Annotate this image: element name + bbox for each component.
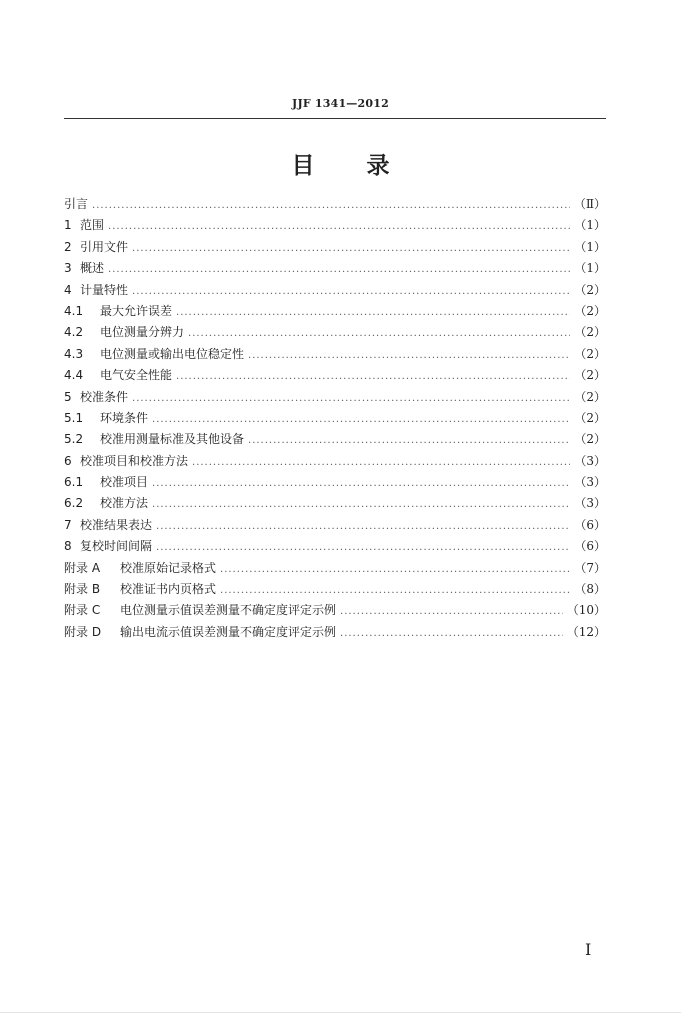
toc-entry[interactable] xyxy=(64,216,606,237)
toc-entry-page: （2） xyxy=(574,325,606,340)
toc-entry[interactable] xyxy=(64,601,606,622)
dot-leader xyxy=(152,478,570,489)
dot-leader xyxy=(248,435,570,446)
toc-entry-number: 8 xyxy=(64,539,72,554)
toc-entry-label: 范围 xyxy=(80,218,105,233)
toc-entry-number: 7 xyxy=(64,517,72,532)
toc-entry-number: 6 xyxy=(64,453,72,468)
dot-leader xyxy=(340,628,563,639)
toc-entry-page: （2） xyxy=(574,368,606,383)
toc-entry-number: 附录 A xyxy=(64,560,101,575)
toc-entry-label: 概述 xyxy=(80,261,105,276)
toc-entry-number: 4.2 xyxy=(64,325,84,340)
toc-entry[interactable] xyxy=(64,473,606,494)
toc-entry[interactable] xyxy=(64,409,606,430)
toc-entry-label: 计量特性 xyxy=(80,282,129,297)
toc-entry[interactable] xyxy=(64,537,606,558)
toc-entry-label: 校准项目和校准方法 xyxy=(80,453,189,468)
toc-entry-label: 电位测量或输出电位稳定性 xyxy=(100,346,245,361)
toc-entry[interactable] xyxy=(64,623,606,644)
toc-entry[interactable] xyxy=(64,430,606,451)
toc-entry-page: （1） xyxy=(574,239,606,254)
toc-entry-label: 最大允许误差 xyxy=(100,303,173,318)
dot-leader xyxy=(132,243,570,254)
toc-entry-page: （3） xyxy=(574,496,606,511)
toc-entry-number: 3 xyxy=(64,261,72,276)
dot-leader xyxy=(156,521,570,532)
toc-entry[interactable] xyxy=(64,559,606,580)
toc-entry-page: （6） xyxy=(574,517,606,532)
toc-entry-number: 4.4 xyxy=(64,368,84,383)
toc-entry[interactable] xyxy=(64,259,606,280)
toc-entry[interactable] xyxy=(64,302,606,323)
toc-entry-page: （3） xyxy=(574,475,606,490)
toc-list xyxy=(64,195,606,644)
toc-entry[interactable] xyxy=(64,516,606,537)
toc-entry-label: 引用文件 xyxy=(80,239,129,254)
dot-leader xyxy=(192,457,570,468)
toc-entry-label: 电位测量示值误差测量不确定度评定示例 xyxy=(120,603,337,618)
toc-entry-number: 1 xyxy=(64,218,72,233)
standard-code: JJF 1341—2012 xyxy=(292,97,389,110)
toc-entry[interactable] xyxy=(64,195,606,216)
toc-entry-number: 5 xyxy=(64,389,72,404)
toc-entry-page: （12） xyxy=(566,624,606,639)
dot-leader xyxy=(132,286,570,297)
toc-entry-page: （Ⅱ） xyxy=(573,197,606,211)
toc-entry-page: （2） xyxy=(574,389,606,404)
toc-entry-number: 5.1 xyxy=(64,410,84,425)
dot-leader xyxy=(152,414,570,425)
toc-entry[interactable] xyxy=(64,580,606,601)
toc-entry-page: （2） xyxy=(574,303,606,318)
toc-entry[interactable] xyxy=(64,323,606,344)
toc-entry-number: 5.2 xyxy=(64,432,84,447)
dot-leader xyxy=(340,606,563,617)
toc-title xyxy=(0,147,681,180)
dot-leader xyxy=(220,564,570,575)
toc-entry-number: 2 xyxy=(64,239,72,254)
toc-entry-label: 校准结果表达 xyxy=(80,517,153,532)
toc-entry-label: 输出电流示值误差测量不确定度评定示例 xyxy=(120,624,337,639)
dot-leader xyxy=(108,264,570,275)
toc-entry[interactable] xyxy=(64,388,606,409)
dot-leader xyxy=(132,393,570,404)
toc-entry[interactable] xyxy=(64,366,606,387)
toc-entry-page: （3） xyxy=(574,453,606,468)
dot-leader xyxy=(176,371,570,382)
toc-entry-page: （7） xyxy=(574,560,606,575)
toc-entry-label: 校准项目 xyxy=(100,475,149,490)
dot-leader xyxy=(176,307,570,318)
toc-entry-page: （2） xyxy=(574,432,606,447)
page-number: I xyxy=(585,940,592,959)
toc-entry-number: 附录 D xyxy=(64,624,102,639)
toc-entry-label: 校准证书内页格式 xyxy=(120,582,217,597)
toc-title-char-2: 录 xyxy=(366,153,390,179)
toc-entry[interactable] xyxy=(64,281,606,302)
toc-entry-page: （2） xyxy=(574,346,606,361)
scan-edge xyxy=(0,1012,681,1013)
toc-entry-label: 环境条件 xyxy=(100,410,149,425)
dot-leader xyxy=(248,350,570,361)
toc-entry[interactable] xyxy=(64,452,606,473)
toc-entry-page: （1） xyxy=(574,218,606,233)
toc-entry-page: （2） xyxy=(574,282,606,297)
header-rule xyxy=(64,118,606,119)
toc-entry-page: （6） xyxy=(574,539,606,554)
toc-entry-label: 电气安全性能 xyxy=(100,368,173,383)
toc-entry-number: 6.1 xyxy=(64,475,84,490)
dot-leader xyxy=(156,542,570,553)
toc-title-char-1: 目 xyxy=(291,153,315,179)
toc-entry-page: （8） xyxy=(574,582,606,597)
toc-entry-number: 4.1 xyxy=(64,303,84,318)
toc-entry[interactable] xyxy=(64,494,606,515)
toc-entry-label: 电位测量分辨力 xyxy=(100,325,185,340)
toc-entry-label: 复校时间间隔 xyxy=(80,539,153,554)
toc-entry-page: （10） xyxy=(566,603,606,618)
toc-entry-page: （1） xyxy=(574,261,606,276)
dot-leader xyxy=(152,499,570,510)
toc-entry-label: 校准方法 xyxy=(100,496,149,511)
toc-entry-number: 4 xyxy=(64,282,72,297)
dot-leader xyxy=(92,200,570,211)
toc-entry-label: 引言 xyxy=(64,197,89,211)
toc-entry-page: （2） xyxy=(574,410,606,425)
toc-entry-label: 校准用测量标准及其他设备 xyxy=(100,432,245,447)
toc-entry-number: 4.3 xyxy=(64,346,84,361)
toc-entry-label: 校准条件 xyxy=(80,389,129,404)
toc-entry-number: 附录 B xyxy=(64,582,101,597)
toc-entry[interactable] xyxy=(64,345,606,366)
toc-entry-number: 6.2 xyxy=(64,496,84,511)
toc-entry-label: 校准原始记录格式 xyxy=(120,560,217,575)
toc-entry[interactable] xyxy=(64,238,606,259)
toc-entry-number: 附录 C xyxy=(64,603,101,618)
dot-leader xyxy=(108,221,570,232)
dot-leader xyxy=(220,585,570,596)
dot-leader xyxy=(188,328,570,339)
